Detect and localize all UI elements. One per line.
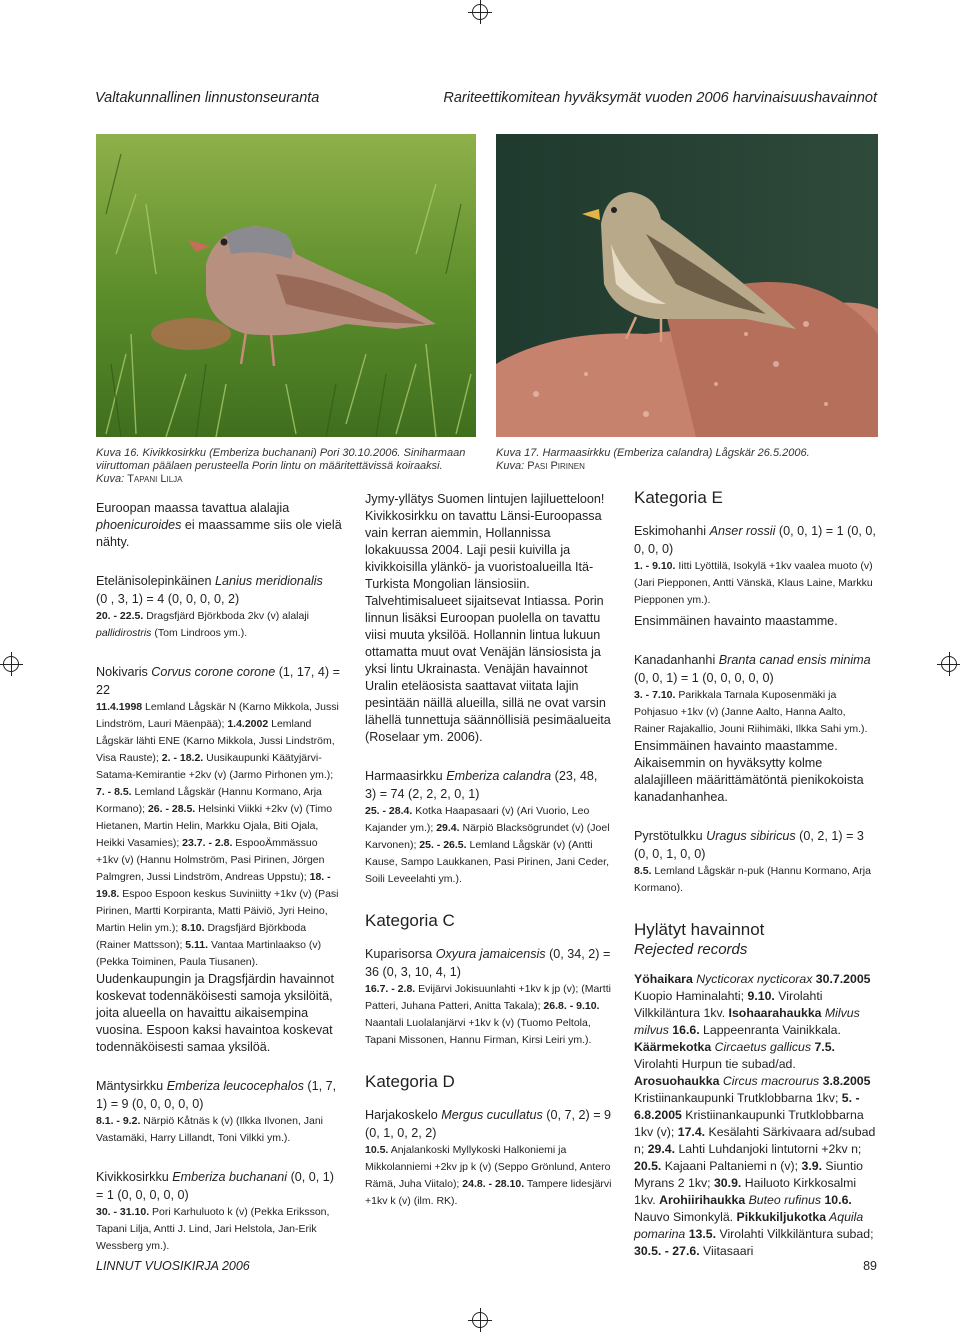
photo-kivikkosirkku <box>96 134 476 437</box>
running-header-left: Valtakunnallinen linnustonseuranta <box>95 90 320 106</box>
species-heading: Harmaasirkku Emberiza calandra (23, 48, 3) = 74 (2, 2, 2, 0, 1) <box>365 769 598 801</box>
photo1-caption <box>96 447 471 486</box>
photo2-credit: Pasi Pirinen <box>527 460 585 472</box>
column-3 <box>634 487 878 1260</box>
rejected-records-list: Yöhaikara Nycticorax nycticorax 30.7.2005 Kuopio Haminalahti; 9.10. Virolahti Vilkkiläntura 1kv. Isohaarahaukka Milvus milvus 16.6. Lappeenranta Vainikkala. Käärmekotka Circaetus gallicus 7.5. Virolahti Hurpun tie subad/ad. Arosuohaukka Circus macrourus 3.8.2005 Kristiinankaupunki Trutklobbarna 1kv; 5. - 6.8.2005 Kristiinankaupunki Trutklobbarna 1kv (v); 17.4. Kesälahti Särkivaara ad/subad n; 29.4. Lahti Luhdanjoki lintutorni +2kv n; 20.5. Kajaani Paltaniemi n (v); 3.9. Siuntio Myrans 2 1kv; 30.9. Hailuoto Kirkkosalmi 1kv. Arohiirihaukka Buteo rufinus 10.6. Nauvo Simonkylä. Pikkukiljukotka Aquila pomarina 13.5. Virolahti Vilkkiläntura subad; 30.5. - 27.6. Viitasaari <box>634 972 876 1258</box>
photo1-caption-text: Kuva 16. Kivikkosirkku (Emberiza buchanani) Pori 30.10.2006. Siniharmaan viiruttoman päälaen perusteella Porin lintu on määritettävissä koiraaksi. Kuva: <box>96 447 466 485</box>
species-heading: Kuparisorsa Oxyura jamaicensis (0, 34, 2) = 36 (0, 3, 10, 4, 1) <box>365 947 611 979</box>
category-c-heading: Kategoria C <box>365 911 455 930</box>
column-1 <box>96 500 342 1255</box>
observation-list: 11.4.1998 Lemland Lågskär N (Karno Mikkola, Jussi Lindström, Lauri Mäenpää); 1.4.2002 Lemland Lågskär lähti ENE (Karno Mikkola, Jussi Lindström, Visa Rauste); 2. - 18.2. Uusikaupunki Käätyjärvi-Satama-Kemirantie +2kv (v) (Jarmo Pirhonen ym.); 7. - 8.5. Lemland Lågskär (Hannu Kormano, Arja Kormano); 26. - 28.5. Helsinki Viikki +2kv (v) (Timo Hietanen, Martin Helin, Markku Ojala, Biti Ojala, Heikki Vasamies); 23.7. - 2.8. EspooÄmmässuo +1kv (v) (Hannu Holmström, Pasi Pirinen, Jörgen Palmgren, Jussi Lindström, Andreas Uppstu); 18. - 19.8. Espoo Espoon keskus Suviniitty +1kv (v) (Pasi Pirinen, Martti Korpiranta, Matti Päiviö, Jyri Heino, Martin Helin ym.); 8.10. Dragsfjärd Björkboda (Rainer Mattsson); 5.11. Vantaa Martinlaakso (v) (Pekka Toiminen, Paula Tiusanen). <box>96 701 339 968</box>
species-note: Ensimmäinen havainto maastamme. <box>634 614 838 628</box>
rejected-subheading: Rejected records <box>634 941 748 958</box>
running-header-right: Rariteettikomitean hyväksymät vuoden 2006 harvinaisuushavainnot <box>443 90 877 106</box>
species-heading: Nokivaris Corvus corone corone (1, 17, 4) = 22 <box>96 665 340 697</box>
species-heading: Mäntysirkku Emberiza leucocephalos (1, 7, 1) = 9 (0, 0, 0, 0, 0) <box>96 1079 337 1111</box>
observation-list: 30. - 31.10. Pori Karhuluoto k (v) (Pekka Eriksson, Tapani Lilja, Antti J. Lind, Jari Helstola, Jan-Erik Wessberg ym.). <box>96 1206 330 1252</box>
registration-mark-bottom <box>472 1312 488 1328</box>
species-heading: Kivikkosirkku Emberiza buchanani (0, 0, 1) = 1 (0, 0, 0, 0, 0) <box>96 1170 335 1202</box>
species-heading: Kanadanhanhi Branta canad ensis minima (0, 0, 1) = 1 (0, 0, 0, 0, 0) <box>634 653 871 685</box>
observation-list: 8.5. Lemland Lågskär n-puk (Hannu Kormano, Arja Kormano). <box>634 865 871 894</box>
observation-list: 25. - 28.4. Kotka Haapasaari (v) (Ari Vuorio, Leo Kajander ym.); 29.4. Närpiö Blacksögrundet (v) (Joel Karvonen); 25. - 26.5. Lemland Lågskär (v) (Antti Kause, Sampo Laukkanen, Pasi Pirinen, Jani Ceder, Soili Leveelahti ym.). <box>365 805 610 885</box>
photo2-credit-prefix: Kuva: <box>496 460 528 472</box>
species-heading: Etelänisolepinkäinen Lanius meridionalis <box>96 574 323 588</box>
photo-harmaasirkku <box>496 134 878 437</box>
observation-list: 1. - 9.10. Iitti Lyöttilä, Isokylä +1kv vaalea muoto (v) (Jari Piepponen, Antti Vänskä, Klaus Laine, Markku Piepponen ym.). <box>634 560 873 606</box>
observation-list: 8.1. - 9.2. Närpiö Kåtnäs k (v) (Ilkka Ilvonen, Jani Vastamäki, Harry Lillandt, Toni Vilkki ym.). <box>96 1115 324 1144</box>
species-counts: (0 , 3, 1) = 4 (0, 0, 0, 0, 2) <box>96 591 240 606</box>
species-heading: Eskimohanhi Anser rossii (0, 0, 1) = 1 (0, 0, 0, 0, 0) <box>634 524 876 556</box>
observation-list: 20. - 22.5. Dragsfjärd Björkboda 2kv (v) alalaji pallidirostris (Tom Lindroos ym.). <box>96 610 310 639</box>
photo2-caption-text: Kuva 17. Harmaasirkku (Emberiza calandra) Lågskär 26.5.2006. <box>496 447 810 459</box>
category-e-heading: Kategoria E <box>634 488 723 507</box>
species-heading: Harjakoskelo Mergus cucullatus (0, 7, 2) = 9 (0, 1, 0, 2, 2) <box>365 1108 612 1140</box>
intro-paragraph: Euroopan maassa tavattua alalajia phoenicuroides ei maassamme siis ole vielä nähty. <box>96 501 342 549</box>
observation-list: 16.7. - 2.8. Evijärvi Jokisuunlahti +1kv k jp (v); (Martti Patteri, Juhana Patteri, Anitta Takala); 26.8. - 9.10. Naantali Luolalanjärvi +1kv k (v) (Tuomo Peltola, Tapani Missonen, Hannu Firman, Kirsi Leiri ym.). <box>365 983 611 1046</box>
category-d-heading: Kategoria D <box>365 1072 455 1091</box>
registration-mark-left <box>3 656 19 672</box>
species-note: Jymy-yllätys Suomen lintujen lajiluetteloon! Kivikkosirkku on tavattu Länsi-Euroopassa vain kerran aiemmin, Hollannissa lokakuussa 2004. Laji pesii kuivilla ja kivikkoisilla ylänkö- ja vuoristoalueilla Itä-Turkista Mongolian länsiosiin. Talvehtimisalueet sijaitsevat Intiassa. Porin linnun lisäksi Euroopan puolella on tavattu viisi muuta yksilöä. Hollannin lintua lukuun ottamatta muut ovat Venäjän länsiosista ja yksi lintu Ukrainasta. Venäjän havainnot Uralin eteläosista saattavat viitata lajin pesintään näillä alueilla, sillä ne ovat varsin lähellä tunnettuja säännöllisiä pesimäalueita (Roselaar ym. 2006). <box>365 492 611 744</box>
photo2-caption <box>496 447 876 473</box>
photo1-credit: Tapani Lilja <box>127 473 183 485</box>
species-heading: Pyrstötulkku Uragus sibiricus (0, 2, 1) = 3 (0, 0, 1, 0, 0) <box>634 829 864 861</box>
registration-mark-top <box>472 4 488 20</box>
column-2 <box>365 491 612 1210</box>
observation-list: 3. - 7.10. Parikkala Tarnala Kuposenmäki ja Pohjasuo +1kv (v) (Janne Aalto, Hanna Aalto, Rainer Rajakallio, Jouni Riihimäki, Ilkka Sahi ym.). <box>634 689 868 735</box>
registration-mark-right <box>941 656 957 672</box>
page-number: 89 <box>863 1259 877 1273</box>
species-note: Ensimmäinen havainto maastamme. Aikaisemmin on hyväksytty kolme alalajilleen määrittämätöntä pienikokoista kanadanhanhea. <box>634 739 864 804</box>
rejected-heading: Hylätyt havainnot <box>634 920 765 939</box>
observation-list: 10.5. Anjalankoski Myllykoski Halkoniemi ja Mikkolanniemi +2kv jp k (v) (Seppo Grönlund, Antero Rämä, Juha Viitalo); 24.8. - 28.10. Tampere lidesjärvi +1kv k (v) (ilm. RK). <box>365 1144 612 1207</box>
footer-publication: LINNUT VUOSIKIRJA 2006 <box>96 1259 250 1273</box>
species-note: Uudenkaupungin ja Dragsfjärdin havainnot koskevat todennäköisesti samoja yksilöitä, joita alueella on havaittu aikaisempina vuosina. Espoon kaksi havaintoa koskevat todennäköisesti samaa yksilöä. <box>96 972 335 1054</box>
